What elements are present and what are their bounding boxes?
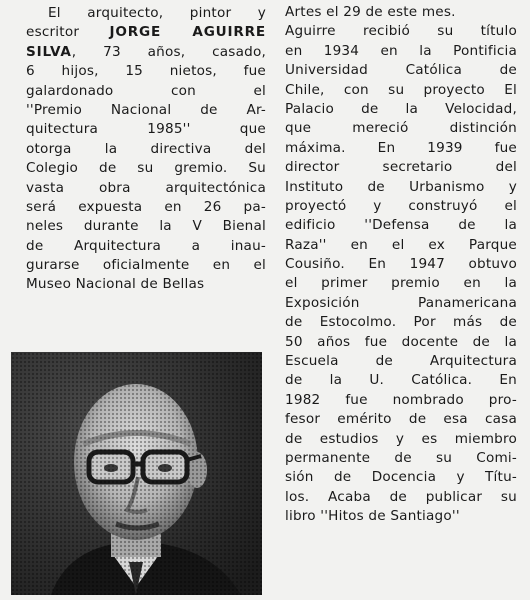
text-run: gurarse oficialmente en el bbox=[26, 257, 266, 274]
text-run: vasta obra arquitectónica bbox=[26, 179, 266, 196]
text-run: será expuesta en 26 pa- bbox=[26, 198, 266, 215]
text-run: edificio ''Defensa de la bbox=[285, 217, 517, 234]
article-text-line bbox=[285, 119, 517, 138]
article-text-line bbox=[26, 101, 266, 120]
text-run: Universidad Católica de bbox=[285, 62, 517, 79]
article-text-line bbox=[26, 256, 266, 275]
text-run: de estudios y es miembro bbox=[285, 430, 517, 447]
article-text-line bbox=[285, 42, 517, 61]
text-run: 6 hijos, 15 nietos, fue bbox=[26, 63, 266, 80]
article-text-line bbox=[285, 178, 517, 197]
text-run: El arquitecto, pintor y bbox=[48, 5, 266, 21]
text-run: Escuela de Arquitectura bbox=[285, 353, 517, 370]
text-run: 50 años fue docente de la bbox=[285, 333, 517, 350]
text-run: Museo Nacional de Bellas bbox=[26, 276, 205, 293]
text-run: de la U. Católica. En bbox=[285, 372, 517, 389]
text-run: de Estocolmo. Por más de bbox=[285, 314, 517, 331]
article-text-line bbox=[26, 217, 266, 236]
article-text-line bbox=[26, 4, 266, 23]
text-run: Cousiño. En 1947 obtuvo bbox=[285, 256, 517, 273]
text-run: Colegio de su gremio. Su bbox=[26, 160, 266, 177]
article-text-line bbox=[285, 139, 517, 158]
text-run: proyectó y construyó el bbox=[285, 197, 517, 214]
text-run: director secretario del bbox=[285, 159, 517, 176]
article-text-line bbox=[285, 352, 517, 371]
text-run: Instituto de Urbanismo y bbox=[285, 178, 517, 195]
article-text-line bbox=[26, 140, 266, 159]
article-text-line bbox=[285, 255, 517, 274]
article-text-line bbox=[285, 3, 517, 22]
article-text-line bbox=[285, 100, 517, 119]
text-run: permanente de su Comi- bbox=[285, 449, 517, 466]
text-run: fesor emérito de esa casa bbox=[285, 411, 517, 428]
text-run: máxima. En 1939 fue bbox=[285, 139, 517, 156]
article-text-line bbox=[285, 430, 517, 449]
article-text-line bbox=[285, 410, 517, 429]
article-text-line bbox=[285, 197, 517, 216]
article-text-line bbox=[26, 159, 266, 178]
article-text-line bbox=[26, 237, 266, 256]
text-run: Aguirre recibió su título bbox=[285, 23, 517, 40]
text-run: quitectura 1985'' que bbox=[26, 121, 266, 138]
article-text-line bbox=[285, 468, 517, 487]
article-text-line bbox=[285, 371, 517, 390]
article-text-line bbox=[26, 198, 266, 217]
text-run: de Arquitectura a inau- bbox=[26, 237, 266, 254]
article-text-line bbox=[26, 179, 266, 198]
text-run: Artes el 29 de este mes. bbox=[285, 4, 456, 20]
person-name: JORGE AGUIRRE bbox=[109, 24, 266, 41]
article-text-line bbox=[285, 22, 517, 41]
text-run: galardonado con el bbox=[26, 82, 266, 99]
article-column-right bbox=[285, 0, 517, 527]
text-run: ''Premio Nacional de Ar- bbox=[26, 101, 266, 118]
text-run: los. Acaba de publicar su bbox=[285, 488, 517, 505]
article-text-line bbox=[285, 294, 517, 313]
text-run: que mereció distinción bbox=[285, 120, 517, 137]
text-run: libro ''Hitos de Santiago'' bbox=[285, 508, 460, 525]
article-text-line bbox=[285, 158, 517, 177]
text-run: neles durante la V Bienal bbox=[26, 218, 266, 235]
portrait-photo bbox=[11, 352, 262, 595]
portrait-halftone-image bbox=[11, 352, 262, 595]
article-text-line bbox=[285, 313, 517, 332]
text-run: el primer premio en la bbox=[285, 275, 517, 292]
article-text-line bbox=[285, 507, 517, 526]
text-run: Palacio de la Velocidad, bbox=[285, 100, 517, 117]
text-run: , 73 años, casado, bbox=[71, 43, 266, 60]
person-name: SILVA bbox=[26, 43, 72, 60]
text-run: Raza'' en el ex Parque bbox=[285, 236, 517, 253]
article-column-left bbox=[26, 0, 266, 295]
text-run: escritor bbox=[26, 24, 110, 41]
text-run: Chile, con su proyecto El bbox=[285, 81, 517, 98]
article-text-line bbox=[285, 333, 517, 352]
text-run: sión de Docencia y Títu- bbox=[285, 469, 517, 486]
article-text-line bbox=[26, 43, 266, 62]
article-text-line bbox=[26, 82, 266, 101]
article-text-line bbox=[285, 449, 517, 468]
article-text-line bbox=[26, 120, 266, 139]
text-run: Exposición Panamericana bbox=[285, 294, 517, 311]
article-text-line bbox=[26, 275, 266, 294]
text-run: 1982 fue nombrado pro- bbox=[285, 391, 517, 408]
article-text-line bbox=[285, 216, 517, 235]
article-text-line bbox=[285, 236, 517, 255]
text-run: en 1934 en la Pontificia bbox=[285, 42, 517, 59]
article-text-line bbox=[285, 61, 517, 80]
article-text-line bbox=[285, 274, 517, 293]
article-text-line bbox=[26, 62, 266, 81]
article-text-line bbox=[285, 391, 517, 410]
article-text-line bbox=[285, 81, 517, 100]
article-text-line bbox=[26, 23, 266, 42]
article-text-line bbox=[285, 488, 517, 507]
text-run: otorga la directiva del bbox=[26, 140, 266, 157]
